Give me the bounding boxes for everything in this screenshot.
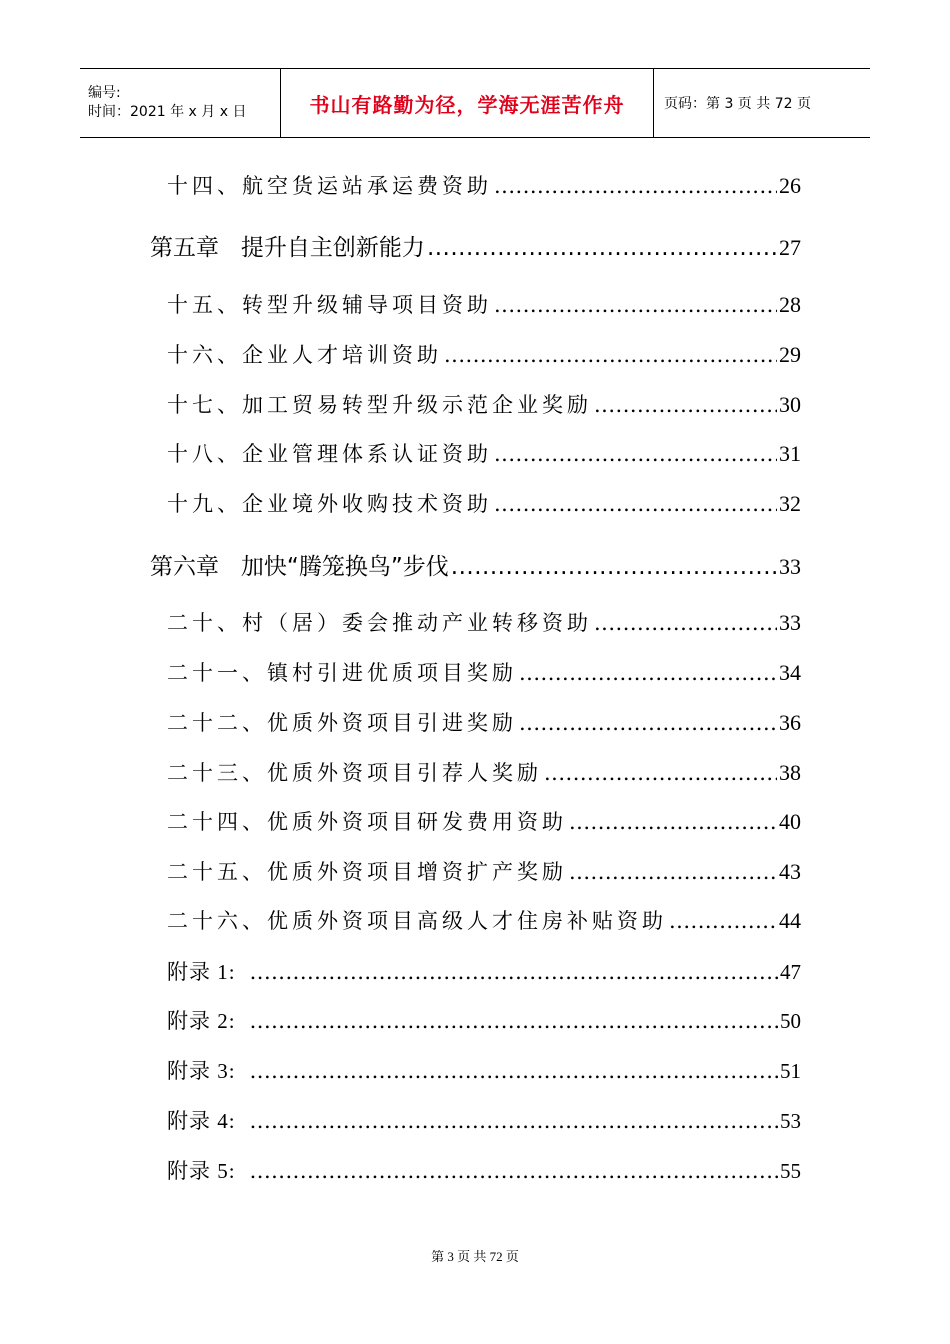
toc-entry-title: 十六、企业人才培训资助	[167, 343, 442, 367]
toc-entry[interactable]	[167, 657, 801, 687]
toc-entry[interactable]	[167, 438, 801, 468]
header-page-info-cell	[654, 69, 870, 137]
toc-entry[interactable]	[167, 488, 801, 518]
toc-appendix-entry[interactable]	[167, 1105, 801, 1135]
dot-leader	[494, 442, 777, 466]
toc-entry-title: 二十三、优质外资项目引荐人奖励	[167, 761, 542, 785]
dot-leader	[250, 960, 778, 984]
toc-entry-page: 33	[779, 610, 801, 635]
toc-entry-title: 附录 5:	[167, 1159, 236, 1183]
dot-leader	[519, 661, 777, 685]
number-label: 编号:	[88, 85, 121, 101]
toc-entry[interactable]	[167, 339, 801, 369]
toc-entry[interactable]	[167, 707, 801, 737]
toc-entry-title: 二十一、镇村引进优质项目奖励	[167, 661, 517, 685]
toc-entry-title: 附录 2:	[167, 1009, 236, 1033]
toc-appendix-entry[interactable]	[167, 1005, 801, 1035]
toc-entry-page: 32	[779, 491, 801, 516]
toc-entry[interactable]	[167, 757, 801, 787]
toc-entry-page: 53	[780, 1109, 801, 1133]
dot-leader	[594, 393, 777, 417]
toc-entry-page: 47	[780, 960, 801, 984]
time-label: 时间：2021 年 x 月 x 日	[88, 104, 247, 120]
motto: 书山有路勤为径，学海无涯苦作舟	[309, 92, 625, 117]
toc-appendix-entry[interactable]	[167, 1055, 801, 1085]
toc-entry-page: 40	[779, 809, 801, 834]
dot-leader	[519, 711, 777, 735]
toc-entry[interactable]	[167, 806, 801, 836]
toc-entry-page: 44	[779, 908, 801, 933]
dot-leader	[250, 1009, 778, 1033]
toc-chapter-entry[interactable]	[150, 229, 801, 262]
toc-entry[interactable]	[167, 607, 801, 637]
toc-entry-title: 十八、企业管理体系认证资助	[167, 442, 492, 466]
toc-entry-page: 27	[779, 235, 801, 260]
toc-appendix-entry[interactable]	[167, 956, 801, 986]
toc-entry[interactable]	[167, 856, 801, 886]
toc-entry-page: 30	[779, 392, 801, 417]
dot-leader	[451, 554, 777, 580]
toc-entry-title: 第六章 加快“腾笼换鸟”步伐	[150, 554, 449, 580]
dot-leader	[250, 1059, 778, 1083]
header-motto-cell	[281, 69, 654, 137]
toc-entry-title: 十九、企业境外收购技术资助	[167, 492, 492, 516]
toc-entry-title: 十五、转型升级辅导项目资助	[167, 293, 492, 317]
dot-leader	[544, 761, 777, 785]
toc-entry-page: 33	[779, 554, 801, 579]
dot-leader	[494, 492, 777, 516]
toc-entry-page: 31	[779, 441, 801, 466]
toc-entry-title: 十四、航空货运站承运费资助	[167, 174, 492, 198]
toc-entry-title: 二十二、优质外资项目引进奖励	[167, 711, 517, 735]
toc-entry-page: 26	[779, 173, 801, 198]
toc-entry-title: 附录 4:	[167, 1109, 236, 1133]
dot-leader	[569, 860, 777, 884]
dot-leader	[427, 235, 777, 261]
dot-leader	[594, 611, 777, 635]
dot-leader	[250, 1159, 778, 1183]
dot-leader	[669, 909, 777, 933]
page-header	[80, 68, 870, 138]
toc-entry-title: 二十、村（居）委会推动产业转移资助	[167, 611, 592, 635]
dot-leader	[494, 293, 777, 317]
toc-entry-page: 34	[779, 660, 801, 685]
toc-entry-page: 36	[779, 710, 801, 735]
toc-entry-title: 十七、加工贸易转型升级示范企业奖励	[167, 393, 592, 417]
header-meta	[80, 69, 281, 137]
toc-entry[interactable]	[167, 170, 801, 200]
dot-leader	[250, 1109, 778, 1133]
toc-entry[interactable]	[167, 389, 801, 419]
dot-leader	[444, 343, 777, 367]
toc-entry-page: 38	[779, 760, 801, 785]
toc-entry-title: 二十四、优质外资项目研发费用资助	[167, 810, 567, 834]
toc-entry-title: 二十五、优质外资项目增资扩产奖励	[167, 860, 567, 884]
toc-entry-page: 55	[780, 1159, 801, 1183]
toc-entry-title: 二十六、优质外资项目高级人才住房补贴资助	[167, 909, 667, 933]
toc-entry-page: 50	[780, 1009, 801, 1033]
toc-appendix-entry[interactable]	[167, 1155, 801, 1185]
toc-entry[interactable]	[167, 289, 801, 319]
toc-entry-page: 28	[779, 292, 801, 317]
toc-entry-page: 43	[779, 859, 801, 884]
toc-entry-title: 附录 1:	[167, 960, 236, 984]
dot-leader	[494, 174, 777, 198]
toc-chapter-entry[interactable]	[150, 548, 801, 581]
toc-entry-page: 51	[780, 1059, 801, 1083]
page-info: 页码：第 3 页 共 72 页	[664, 96, 811, 112]
dot-leader	[569, 810, 777, 834]
page-footer: 第 3 页 共 72 页	[431, 1249, 519, 1264]
toc-entry-page: 29	[779, 342, 801, 367]
toc-entry-title: 附录 3:	[167, 1059, 236, 1083]
toc-entry[interactable]	[167, 905, 801, 935]
toc-entry-title: 第五章 提升自主创新能力	[150, 235, 425, 261]
